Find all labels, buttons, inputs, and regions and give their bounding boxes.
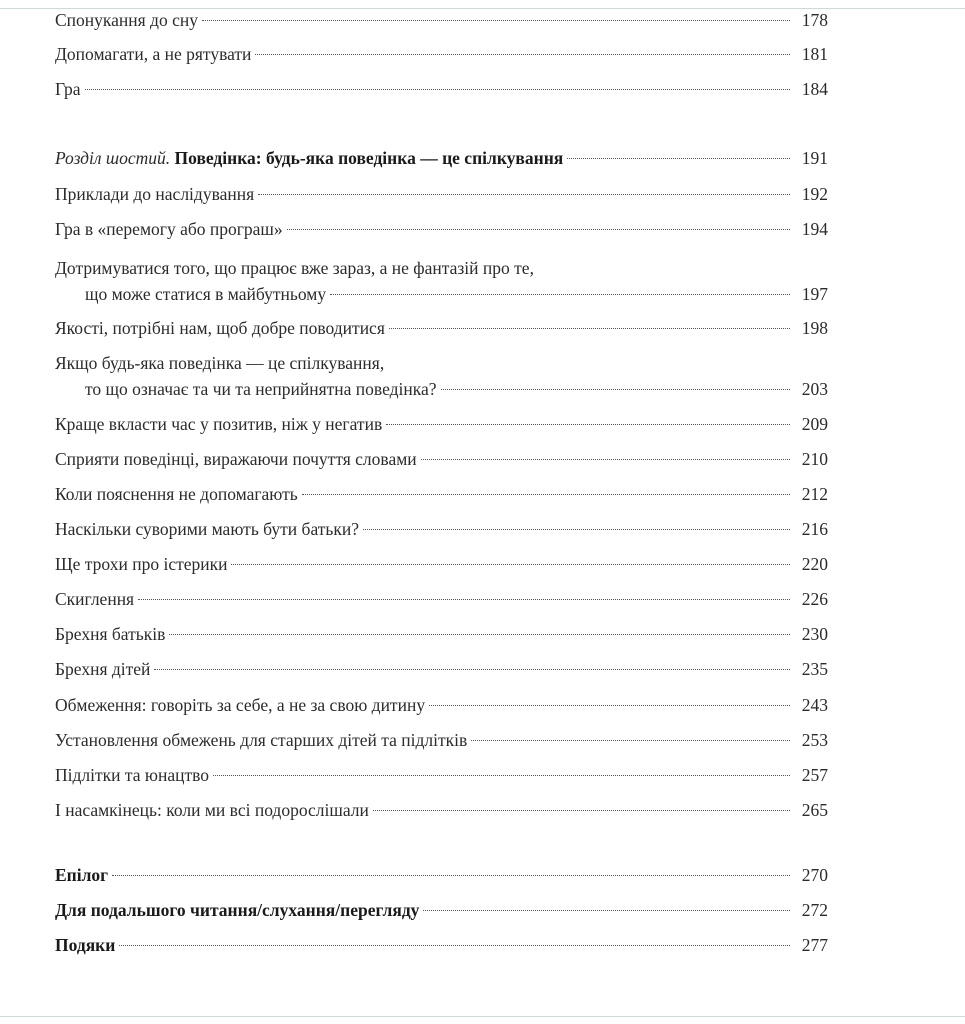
toc-entry bbox=[55, 932, 828, 958]
toc-page-number: 184 bbox=[801, 79, 828, 99]
toc-entry-title: Краще вкласти час у позитив, ніж у негатив bbox=[55, 414, 383, 434]
dot-leader bbox=[567, 158, 790, 159]
toc-entry-title: Гра в «перемогу або програш» bbox=[55, 219, 283, 239]
toc-entry bbox=[55, 656, 828, 682]
toc-entry bbox=[55, 446, 828, 472]
toc-entry bbox=[55, 621, 828, 647]
toc-entry-title: Наскільки суворими мають бути батьки? bbox=[55, 519, 360, 539]
dot-leader bbox=[386, 424, 790, 425]
dot-leader bbox=[169, 634, 790, 635]
toc-page-number: 230 bbox=[801, 624, 828, 644]
toc-page-number: 197 bbox=[801, 284, 828, 304]
toc-entry-title: то що означає та чи та неприйнятна поведінка? bbox=[85, 379, 437, 399]
toc-page-number: 257 bbox=[801, 765, 828, 785]
toc-entry bbox=[55, 481, 828, 507]
dot-leader bbox=[202, 20, 790, 21]
dot-leader bbox=[302, 494, 790, 495]
dot-leader bbox=[154, 669, 790, 670]
toc-entry bbox=[55, 516, 828, 542]
toc-entry-title: Обмеження: говоріть за себе, а не за свою дитину bbox=[55, 695, 426, 715]
toc-entry-title: Подяки bbox=[55, 935, 116, 955]
toc-entry bbox=[55, 76, 828, 102]
toc-entry-title: Епілог bbox=[55, 865, 109, 885]
toc-entry bbox=[55, 551, 828, 577]
toc-entry-title: Допомагати, а не рятувати bbox=[55, 44, 252, 64]
toc-entry-title: Для подальшого читання/слухання/перегляду bbox=[55, 900, 420, 920]
toc-page-number: 194 bbox=[801, 219, 828, 239]
toc-entry bbox=[55, 897, 828, 923]
toc-entry-title: що може статися в майбутньому bbox=[85, 284, 327, 304]
toc-page-number: 203 bbox=[801, 379, 828, 399]
toc-entry-title: Коли пояснення не допомагають bbox=[55, 484, 298, 504]
toc-entry-title: Приклади до наслідування bbox=[55, 184, 255, 204]
toc-page-number: 243 bbox=[801, 695, 828, 715]
toc-page-number: 198 bbox=[801, 318, 828, 338]
toc-entry bbox=[55, 181, 828, 207]
toc-entry bbox=[55, 797, 828, 823]
toc-entry bbox=[55, 41, 828, 67]
toc-entry-title: Гра bbox=[55, 79, 81, 99]
dot-leader bbox=[423, 910, 790, 911]
toc-entry-title: Якості, потрібні нам, щоб добре поводитися bbox=[55, 318, 385, 338]
toc-page-number: 178 bbox=[801, 10, 828, 30]
toc-entry-title: Спонукання до сну bbox=[55, 10, 198, 30]
toc-page-number: 270 bbox=[801, 865, 828, 885]
dot-leader bbox=[429, 705, 790, 706]
toc-entry bbox=[55, 586, 828, 612]
toc-page-number: 181 bbox=[801, 44, 828, 64]
toc-chapter-entry bbox=[55, 145, 828, 171]
dot-leader bbox=[258, 194, 790, 195]
dot-leader bbox=[119, 945, 790, 946]
toc-page-number: 226 bbox=[801, 589, 828, 609]
toc-entry-title-line1: Якщо будь-яка поведінка — це спілкування, bbox=[55, 353, 385, 373]
dot-leader bbox=[213, 775, 790, 776]
dot-leader bbox=[138, 599, 790, 600]
toc-entry bbox=[55, 727, 828, 753]
toc-entry-title: Ще трохи про істерики bbox=[55, 554, 228, 574]
bottom-divider bbox=[0, 1016, 965, 1017]
toc-entry bbox=[55, 692, 828, 718]
dot-leader bbox=[85, 89, 790, 90]
toc-entry bbox=[55, 315, 828, 341]
toc-entry bbox=[55, 862, 828, 888]
toc-page-number: 272 bbox=[801, 900, 828, 920]
toc-page-number: 210 bbox=[801, 449, 828, 469]
dot-leader bbox=[421, 459, 790, 460]
toc-entry bbox=[55, 762, 828, 788]
toc-entry-title: І насамкінець: коли ми всі подорослішали bbox=[55, 800, 369, 820]
toc-entry bbox=[55, 350, 828, 402]
toc-page-number: 220 bbox=[801, 554, 828, 574]
dot-leader bbox=[441, 389, 790, 390]
toc-entry-title: Підлітки та юнацтво bbox=[55, 765, 210, 785]
toc-page-number: 277 bbox=[801, 935, 828, 955]
dot-leader bbox=[330, 294, 790, 295]
toc-page-number: 191 bbox=[801, 148, 828, 168]
dot-leader bbox=[112, 875, 790, 876]
toc-page-number: 253 bbox=[801, 730, 828, 750]
toc-entry-title: Сприяти поведінці, виражаючи почуття словами bbox=[55, 449, 417, 469]
dot-leader bbox=[389, 328, 790, 329]
dot-leader bbox=[373, 810, 790, 811]
dot-leader bbox=[231, 564, 790, 565]
toc-entry-title: Скиглення bbox=[55, 589, 135, 609]
toc-page-number: 235 bbox=[801, 659, 828, 679]
toc-page-number: 265 bbox=[801, 800, 828, 820]
dot-leader bbox=[287, 229, 790, 230]
toc-entry bbox=[55, 7, 828, 33]
chapter-prefix: Розділ шостий. bbox=[55, 148, 171, 168]
dot-leader bbox=[471, 740, 790, 741]
toc-page-number: 216 bbox=[801, 519, 828, 539]
toc-entry bbox=[55, 411, 828, 437]
toc-entry-title: Установлення обмежень для старших дітей та підлітків bbox=[55, 730, 468, 750]
toc-entry-title-line1: Дотримуватися того, що працює вже зараз, а не фантазій про те, bbox=[55, 258, 534, 278]
toc-page-number: 209 bbox=[801, 414, 828, 434]
toc-entry-title: Брехня батьків bbox=[55, 624, 166, 644]
toc-page-number: 212 bbox=[801, 484, 828, 504]
toc-entry bbox=[55, 216, 828, 242]
toc-page-number: 192 bbox=[801, 184, 828, 204]
dot-leader bbox=[255, 54, 790, 55]
toc-entry-title: Брехня дітей bbox=[55, 659, 151, 679]
chapter-title: Поведінка: будь-яка поведінка — це спілкування bbox=[174, 148, 564, 168]
dot-leader bbox=[363, 529, 790, 530]
toc-entry bbox=[55, 255, 828, 307]
